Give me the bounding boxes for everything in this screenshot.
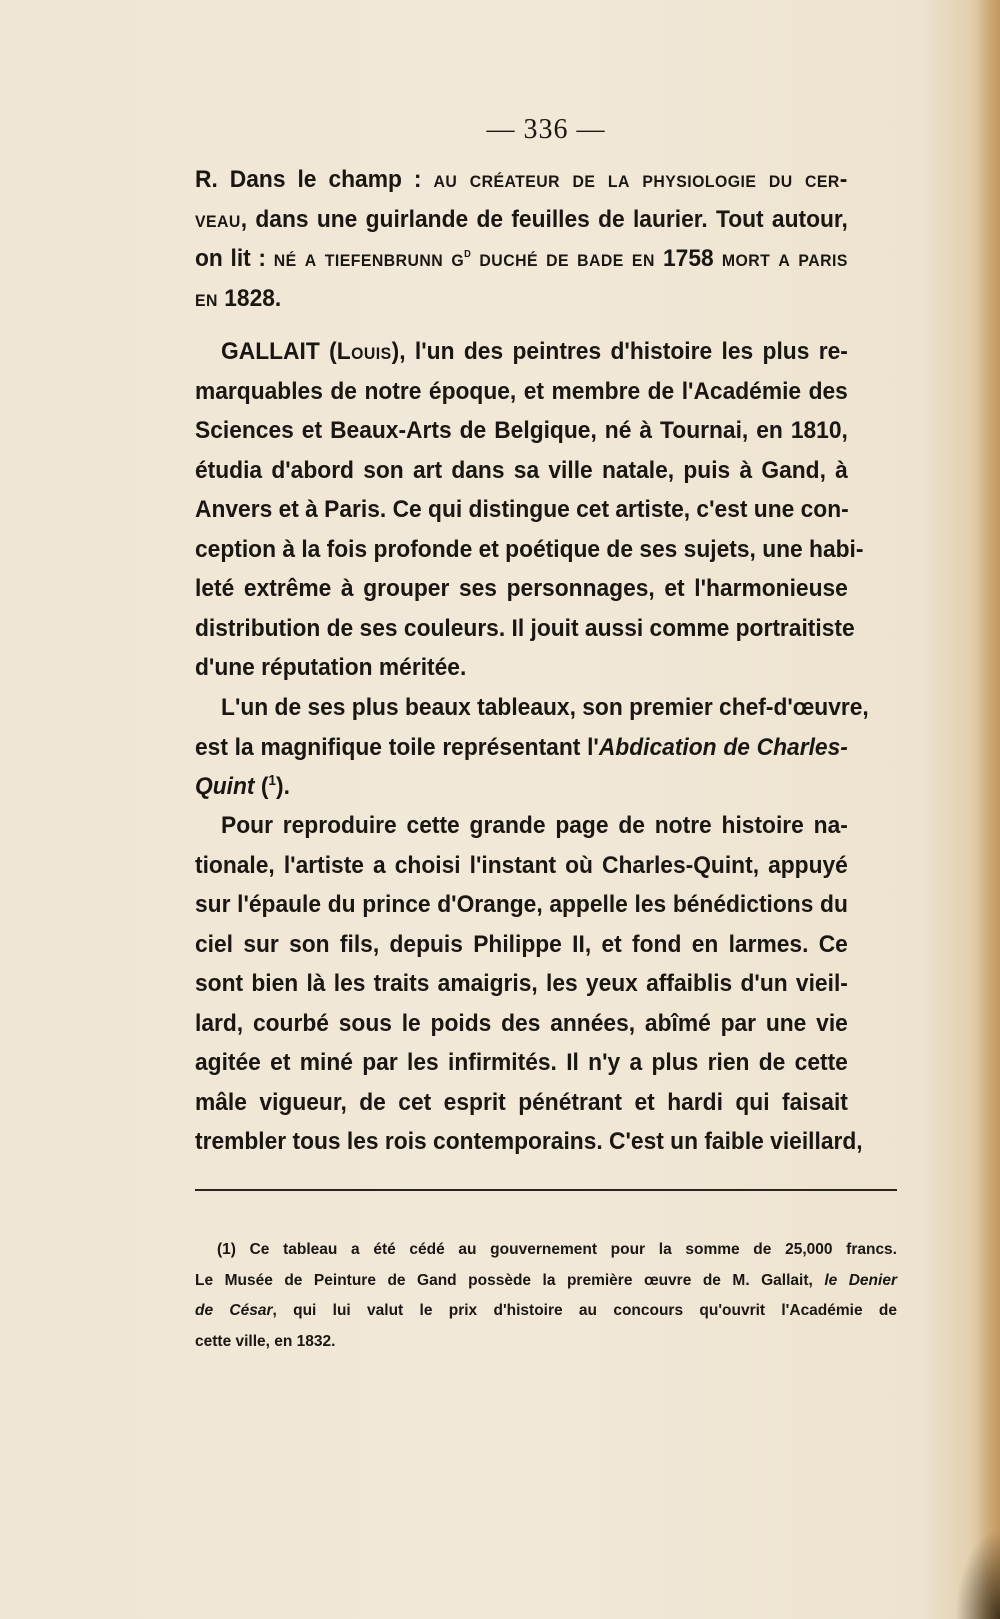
- text-line: [195, 200, 848, 240]
- superscript: d: [464, 244, 472, 261]
- text-line: tionale, l'artiste a choisi l'instant où Charles-Quint, appuyé: [195, 851, 848, 879]
- text-line: leté extrême à grouper ses personnages, et l'harmonieuse: [195, 575, 848, 602]
- paragraph-abdication: [195, 688, 869, 807]
- footnote-line: (1) Ce tableau a été cédé au gouvernement pour la somme de 25,000 francs.: [217, 1241, 897, 1258]
- year-text: 1828.: [217, 284, 282, 312]
- text-run: Le Musée de Peinture de Gand possède la première œuvre de M. Gallait,: [195, 1271, 825, 1289]
- artwork-title: le Denier: [824, 1271, 897, 1289]
- text-line: [195, 332, 848, 372]
- text-line: marquables de notre époque, et membre de l'Académie des: [195, 377, 848, 405]
- inscription-text: en: [195, 284, 218, 312]
- text-line: ception à la fois profonde et poétique de ses sujets, une habi-: [195, 535, 864, 563]
- text-run: , qui lui valut le prix d'histoire au concours qu'ouvrit l'Académie de: [272, 1302, 897, 1319]
- footnote-marker: 1: [268, 772, 277, 789]
- footnote-divider: [195, 1189, 897, 1191]
- text-line: [195, 239, 848, 279]
- inscription-text: veau: [195, 205, 241, 233]
- text-line: lard, courbé sous le poids des années, abîmé par une vie: [195, 1009, 848, 1037]
- text-run: on lit :: [195, 245, 274, 272]
- artwork-title: Abdication de Charles-: [598, 733, 848, 761]
- page-edge-shadow: [978, 0, 1000, 1619]
- text-line: distribution de ses couleurs. Il jouit aussi comme portraitiste: [195, 614, 855, 642]
- text-line: L'un de ses plus beaux tableaux, son premier chef-d'œuvre,: [221, 694, 869, 721]
- text-line: étudia d'abord son art dans sa ville natale, puis à Gand, à: [195, 456, 848, 484]
- text-run: est la magnifique toile représentant l': [195, 733, 599, 761]
- paragraph-medal-reverse: [195, 160, 848, 318]
- text-line: agitée et miné par les infirmités. Il n'y a plus rien de cette: [195, 1049, 848, 1076]
- paragraph-description: [195, 806, 863, 1162]
- text-run: ), l'un des peintres d'histoire les plus re-: [391, 338, 848, 365]
- footnote-line: [195, 1296, 897, 1327]
- inscription-text: mort a paris: [713, 245, 848, 272]
- page-corner-shadow: [955, 1529, 1000, 1619]
- text-line: trembler tous les rois contemporains. C'est un faible vieillard,: [195, 1128, 863, 1155]
- footnote-line: [195, 1266, 897, 1297]
- text-run: GALLAIT (: [221, 338, 337, 365]
- text-line: Anvers et à Paris. Ce qui distingue cet artiste, c'est une con-: [195, 496, 849, 523]
- text-run: ).: [276, 773, 290, 800]
- text-line: sur l'épaule du prince d'Orange, appelle les bénédictions du: [195, 891, 848, 918]
- text-line: [195, 767, 848, 807]
- text-line: sont bien là les traits amaigris, les yeux affaiblis d'un vieil-: [195, 970, 848, 997]
- text-line: [195, 728, 848, 768]
- first-name: Louis: [336, 338, 392, 365]
- page-number: — 336 —: [486, 114, 606, 145]
- footnote-line: cette ville, en 1832.: [195, 1332, 336, 1350]
- text-run: (: [254, 773, 269, 800]
- text-run: R. Dans le champ :: [195, 166, 434, 193]
- inscription-text: né a tiefenbrunn g: [273, 245, 465, 272]
- text-line: Sciences et Beaux-Arts de Belgique, né à Tournai, en 1810,: [195, 417, 848, 444]
- inscription-text: duché de bade en: [471, 245, 663, 272]
- footnote: [195, 1235, 897, 1357]
- text-line: [195, 279, 848, 319]
- paragraph-gallait-bio: [195, 332, 864, 688]
- text-line: Pour reproduire cette grande page de notre histoire na-: [221, 812, 848, 839]
- text-line: ciel sur son fils, depuis Philippe II, et fond en larmes. Ce: [195, 930, 848, 958]
- artwork-title: de César: [195, 1302, 273, 1319]
- text-line: d'une réputation méritée.: [195, 654, 467, 681]
- text-line: [195, 160, 848, 200]
- artwork-title: Quint: [195, 773, 255, 800]
- text-line: mâle vigueur, de cet esprit pénétrant et hardi qui faisait: [195, 1088, 848, 1116]
- year-text: 1758: [662, 245, 714, 272]
- inscription-text: au créateur de la physiologie du cer-: [433, 166, 848, 193]
- text-run: , dans une guirlande de feuilles de laurier. Tout autour,: [240, 205, 848, 233]
